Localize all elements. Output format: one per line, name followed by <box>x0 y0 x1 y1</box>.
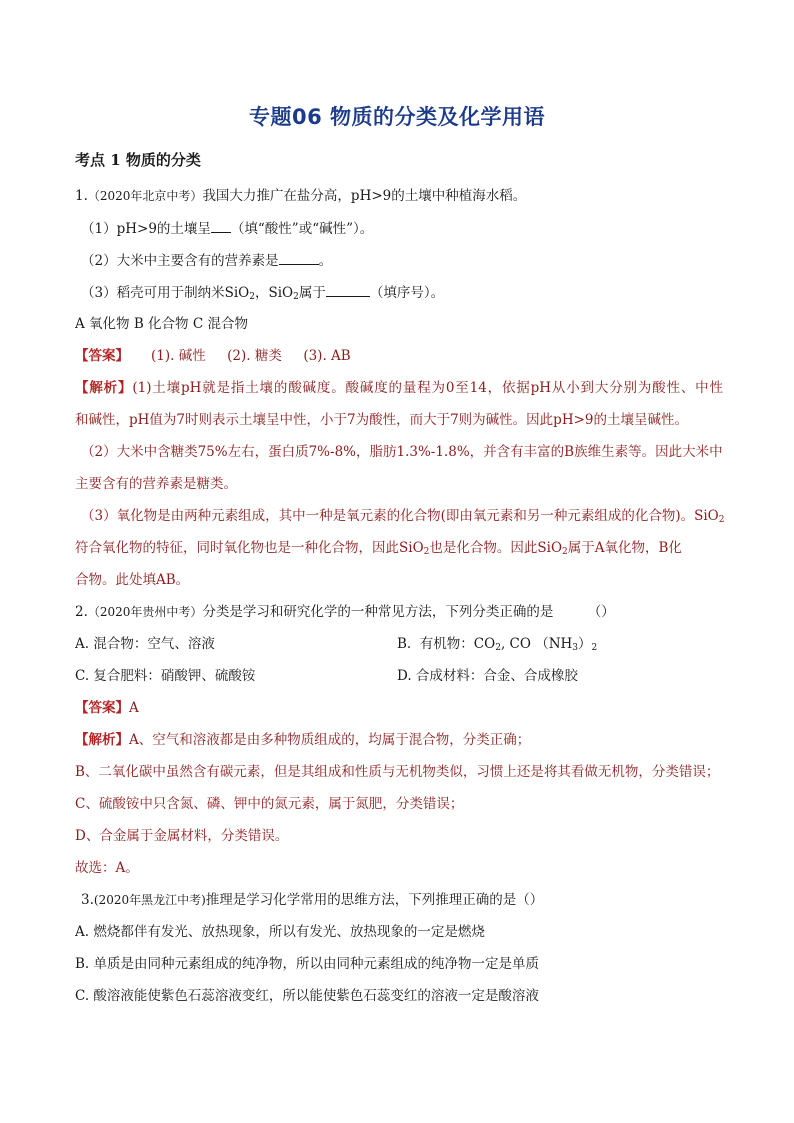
q1-analysis-1-line1: (1)土壤pH就是指土壤的酸碱度。酸碱度的量程为0至14，依据pH从小到大分别为酸性、中性 <box>132 380 724 396</box>
q2-choice: 故选：A。 <box>75 860 139 876</box>
q3-option-b: B. 单质是由同种元素组成的纯净物，所以由同种元素组成的纯净物一定是单质 <box>75 956 540 972</box>
q2-option-c: C. 复合肥料：硝酸钾、硫酸铵 <box>75 668 256 684</box>
q1-answer <box>75 347 351 365</box>
q2-analysis-b: B、二氧化碳中虽然含有碳元素，但是其组成和性质与无机物类似，习惯上还是将其看做无机物，分类错误； <box>75 764 720 780</box>
subscript: 2 <box>591 643 598 653</box>
page-title: 专题06 物质的分类及化学用语 <box>248 105 546 129</box>
q2-analysis-a <box>75 731 530 749</box>
blank <box>279 251 319 265</box>
subscript: 2 <box>718 515 725 525</box>
q1-part3-post: （填序号）。 <box>369 285 445 301</box>
q1-analysis-3-l2b: 也是化合物。因此SiO <box>429 540 563 556</box>
q3-option-c: C. 酸溶液能使紫色石蕊溶液变红，所以能使紫色石蕊变红的溶液一定是酸溶液 <box>75 988 539 1004</box>
q2-number: 2. <box>75 604 88 620</box>
q1-analysis-1-line2: 和碱性，pH值为7时则表示土壤呈中性，小于7为酸性，而大于7则为碱性。因此pH>9的土壤呈碱性。 <box>75 412 688 428</box>
q1-stem <box>75 187 526 205</box>
q2-analysis-a-text: A、空气和溶液都是由多种物质组成的，均属于混合物，分类正确； <box>129 732 531 748</box>
q2-analysis-d: D、合金属于金属材料，分类错误。 <box>75 828 289 844</box>
q1-analysis-3-l2c: 属于A氧化物，B化 <box>567 540 682 556</box>
q2-option-d: D. 合成材料：合金、合成橡胶 <box>397 668 578 684</box>
q2-answer-text: A <box>129 700 139 716</box>
q1-part3-mid: ，SiO <box>254 285 294 301</box>
q1-part3 <box>81 283 444 306</box>
q1-part1-pre: （1）pH>9的土壤呈 <box>81 221 211 237</box>
q2-option-b-pre: B. 有机物：CO <box>397 636 496 652</box>
q3-stem <box>81 891 543 909</box>
q1-stem-text: 我国大力推广在盐分高，pH>9的土壤中种植海水稻。 <box>202 188 527 204</box>
q1-part2-post: 。 <box>318 253 333 269</box>
subscript: 2 <box>423 547 430 557</box>
q2-source: （2020年贵州中考） <box>87 605 203 619</box>
q3-number: 3. <box>81 892 94 908</box>
q2-option-b-post: ） <box>578 636 592 652</box>
q3-stem-text: 推理是学习化学常用的思维方法，下列推理正确的是（） <box>205 892 544 908</box>
q2-option-a: A. 混合物：空气、溶液 <box>75 636 215 652</box>
q1-analysis-3-l2a: 符合氧化物的特征，同时氧化物也是一种化合物，因此SiO <box>75 540 424 556</box>
q2-option-b: B. 有机物：$CO_2$, CO $(NH_3)_2$ <box>397 636 598 653</box>
analysis-tag: 【解析】 <box>75 380 133 396</box>
q1-number: 1. <box>75 188 88 204</box>
answer-tag: 【答案】 <box>75 700 129 716</box>
q1-source: （2020年北京中考） <box>87 189 203 203</box>
blank <box>211 219 231 233</box>
q1-answer-text: (1). 碱性 (2). 糖类 (3). AB <box>151 348 351 364</box>
section-heading: 考点 1 物质的分类 <box>75 151 201 169</box>
q1-analysis-3-line3: 合物。此处填AB。 <box>75 572 190 588</box>
q3-source: (2020年黑龙江中考) <box>93 893 206 907</box>
q1-options: A 氧化物 B 化合物 C 混合物 <box>75 316 248 332</box>
q1-part1-post: （填“酸性”或“碱性”）。 <box>230 221 374 237</box>
answer-tag: 【答案】 <box>75 348 129 364</box>
q1-part2-pre: （2）大米中主要含有的营养素是 <box>81 253 279 269</box>
q1-analysis-3-line1 <box>81 507 725 529</box>
blank <box>326 283 370 297</box>
q1-part3-pre: （3）稻壳可用于制纳米SiO <box>81 285 250 301</box>
subscript: 2 <box>562 547 568 557</box>
subscript: 2 <box>495 643 501 653</box>
subscript: 2 <box>249 292 255 302</box>
q1-part3-mid2: 属于 <box>298 285 326 301</box>
q1-analysis-3-line2 <box>75 539 682 561</box>
q2-option-b-mid: , CO （NH <box>500 636 573 652</box>
q3-option-a: A. 燃烧都伴有发光、放热现象，所以有发光、放热现象的一定是燃烧 <box>75 924 485 940</box>
q2-analysis-c: C、硫酸铵中只含氮、磷、钾中的氮元素，属于氮肥，分类错误； <box>75 796 464 812</box>
q2-answer <box>75 699 139 717</box>
q1-analysis-1 <box>75 379 723 397</box>
q1-part2 <box>81 251 332 270</box>
q1-analysis-3-text: （3）氧化物是由两种元素组成，其中一种是氧元素的化合物(即由氧元素和另一种元素组成的化合物)。SiO <box>81 508 719 524</box>
q2-stem <box>75 603 615 621</box>
subscript: 2 <box>293 292 299 302</box>
q1-analysis-2-line1: （2）大米中含糖类75%左右，蛋白质7%-8%，脂肪1.3%-1.8%，并含有丰富的B族维生素等。因此大米中 <box>81 444 723 460</box>
q2-stem-text: 分类是学习和研究化学的一种常见方法，下列分类正确的是 （） <box>202 604 615 620</box>
analysis-tag: 【解析】 <box>75 732 129 748</box>
q1-analysis-2-line2: 主要含有的营养素是糖类。 <box>75 476 237 492</box>
q1-part1 <box>81 219 373 238</box>
